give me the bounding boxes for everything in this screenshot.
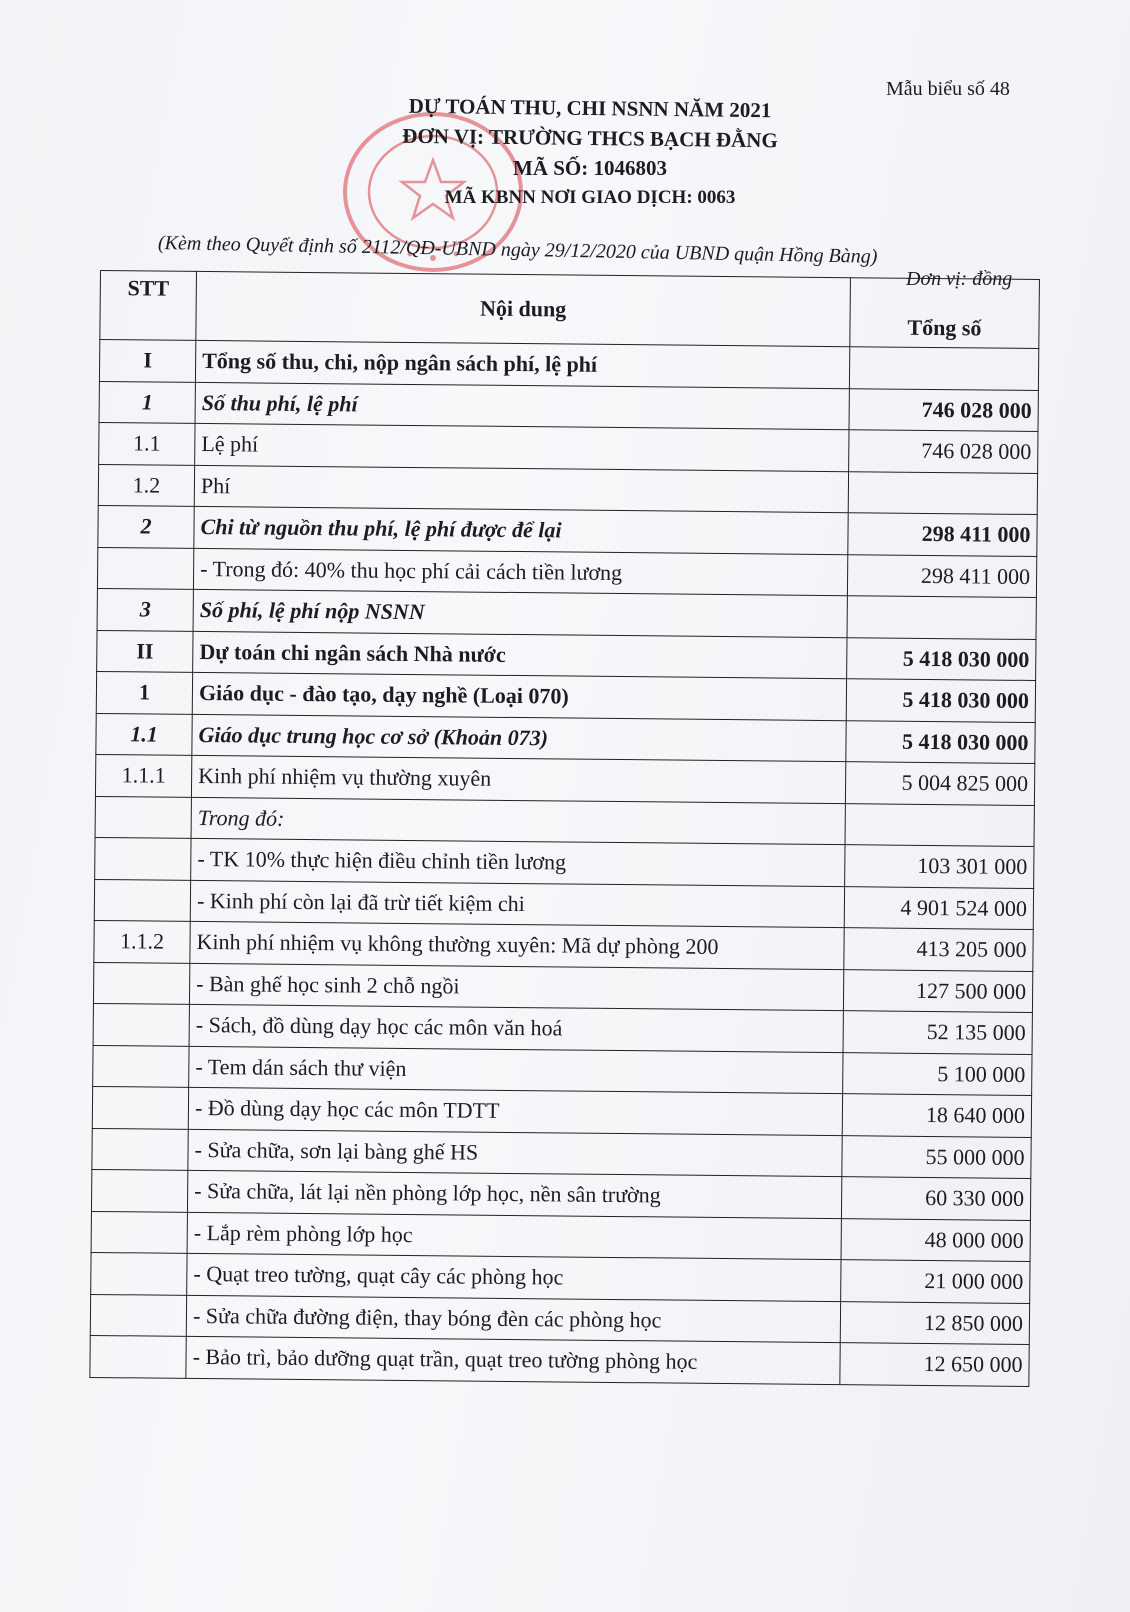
row-stt — [93, 1003, 189, 1045]
row-content: - Quạt treo tường, quạt cây các phòng học — [187, 1253, 841, 1301]
row-content: Kinh phí nhiệm vụ thường xuyên — [192, 755, 846, 803]
row-total: 413 205 000 — [844, 928, 1033, 971]
row-stt — [91, 1169, 187, 1211]
row-total: 5 418 030 000 — [846, 720, 1035, 763]
row-stt — [95, 837, 191, 879]
row-total: 4 901 524 000 — [844, 886, 1033, 929]
row-total: 12 850 000 — [840, 1301, 1029, 1344]
row-content: Tổng số thu, chi, nộp ngân sách phí, lệ phí — [195, 340, 849, 388]
header-stt: STT — [100, 271, 197, 341]
row-total — [847, 596, 1036, 639]
title-line-1: DỰ TOÁN THU, CHI NSNN NĂM 2021 — [408, 93, 772, 123]
row-content: Giáo dục - đào tạo, dạy nghề (Loại 070) — [192, 672, 846, 720]
row-content: - Kinh phí còn lại đã trừ tiết kiệm chi — [190, 880, 844, 928]
budget-table-container — [89, 270, 1040, 1386]
row-stt: 1 — [99, 381, 195, 423]
table-header-row — [100, 271, 1040, 349]
row-stt: 1 — [96, 671, 192, 713]
row-content: Phí — [194, 465, 848, 513]
row-stt: 1.1 — [99, 422, 195, 464]
currency-unit: Đơn vị: đồng — [906, 268, 1013, 290]
row-stt — [94, 879, 190, 921]
row-total: 298 411 000 — [848, 513, 1037, 556]
row-total: 298 411 000 — [847, 554, 1036, 597]
row-content: Dự toán chi ngân sách Nhà nước — [193, 631, 847, 679]
row-stt: 1.1.2 — [94, 920, 190, 962]
document-header — [150, 84, 1030, 209]
row-stt — [93, 962, 189, 1004]
row-total: 5 418 030 000 — [847, 637, 1036, 680]
row-content: - Bàn ghế học sinh 2 chỗ ngồi — [190, 963, 844, 1011]
row-total: 746 028 000 — [849, 430, 1038, 473]
row-total — [848, 471, 1037, 514]
table-row — [90, 1335, 1029, 1386]
row-stt — [92, 1128, 188, 1170]
row-stt: 1.1 — [96, 713, 192, 755]
row-content: - Lắp rèm phòng lớp học — [187, 1212, 841, 1260]
row-stt — [91, 1252, 187, 1294]
row-total: 103 301 000 — [845, 845, 1034, 888]
decision-reference: (Kèm theo Quyết định số 2112/QĐ-UBND ngày 29/12/2020 của UBND quận Hồng Bàng) — [157, 232, 878, 268]
row-stt: II — [97, 630, 193, 672]
row-total — [849, 347, 1038, 390]
table-body — [90, 340, 1039, 1386]
row-total: 21 000 000 — [841, 1260, 1030, 1303]
row-total: 55 000 000 — [842, 1135, 1031, 1178]
row-content: - Tem dán sách thư viện — [189, 1046, 843, 1094]
row-total: 60 330 000 — [841, 1177, 1030, 1220]
row-content: - Đồ dùng dạy học các môn TDTT — [188, 1087, 842, 1135]
row-total: 5 100 000 — [843, 1052, 1032, 1095]
header-total: Tổng số — [850, 278, 1040, 349]
row-total: 52 135 000 — [843, 1011, 1032, 1054]
row-content: - Sửa chữa, lát lại nền phòng lớp học, nền sân trường — [188, 1170, 842, 1218]
row-stt: 3 — [97, 588, 193, 630]
row-content: Số phí, lệ phí nộp NSNN — [193, 589, 847, 637]
title-line-4: MÃ KBNN NƠI GIAO DỊCH: 0063 — [444, 187, 736, 208]
row-total: 127 500 000 — [843, 969, 1032, 1012]
row-stt: 2 — [98, 505, 194, 547]
row-content: - Sửa chữa, sơn lại bàng ghế HS — [188, 1129, 842, 1177]
row-content: - Bảo trì, bảo dưỡng quạt trần, quạt treo tường phòng học — [186, 1336, 840, 1384]
row-content: Số thu phí, lệ phí — [195, 382, 849, 430]
row-content: - Trong đó: 40% thu học phí cải cách tiền lương — [194, 548, 848, 596]
row-stt — [97, 547, 193, 589]
row-content: Giáo dục trung học cơ sở (Khoản 073) — [192, 714, 846, 762]
row-stt — [95, 796, 191, 838]
row-content: - Sách, đồ dùng dạy học các môn văn hoá — [189, 1004, 843, 1052]
row-total: 746 028 000 — [849, 388, 1038, 431]
title-line-2: ĐƠN VỊ: TRƯỜNG THCS BẠCH ĐẰNG — [402, 123, 778, 153]
budget-table — [89, 270, 1040, 1386]
row-stt — [93, 1045, 189, 1087]
form-number: Mẫu biểu số 48 — [886, 78, 1010, 100]
row-total: 5 418 030 000 — [846, 679, 1035, 722]
row-content: - TK 10% thực hiện điều chỉnh tiền lương — [191, 838, 845, 886]
row-stt: I — [99, 340, 195, 382]
title-line-3: MÃ SỐ: 1046803 — [513, 156, 667, 180]
row-content: Chi từ nguồn thu phí, lệ phí được để lại — [194, 506, 848, 554]
row-content: Kinh phí nhiệm vụ không thường xuyên: Mã dự phòng 200 — [190, 921, 844, 969]
row-content: - Sửa chữa đường điện, thay bóng đèn các phòng học — [186, 1295, 840, 1343]
row-stt — [92, 1086, 188, 1128]
row-stt — [90, 1294, 186, 1336]
row-total: 48 000 000 — [841, 1218, 1030, 1261]
row-stt — [90, 1335, 186, 1377]
row-total: 18 640 000 — [842, 1094, 1031, 1137]
header-content: Nội dung — [196, 271, 851, 346]
row-content: Trong đó: — [191, 797, 845, 845]
row-content: Lệ phí — [195, 423, 849, 471]
row-total: 5 004 825 000 — [845, 762, 1034, 805]
row-stt: 1.1.1 — [95, 754, 191, 796]
row-stt: 1.2 — [98, 464, 194, 506]
row-total: 12 650 000 — [840, 1343, 1029, 1386]
row-total — [845, 803, 1034, 846]
row-stt — [91, 1211, 187, 1253]
